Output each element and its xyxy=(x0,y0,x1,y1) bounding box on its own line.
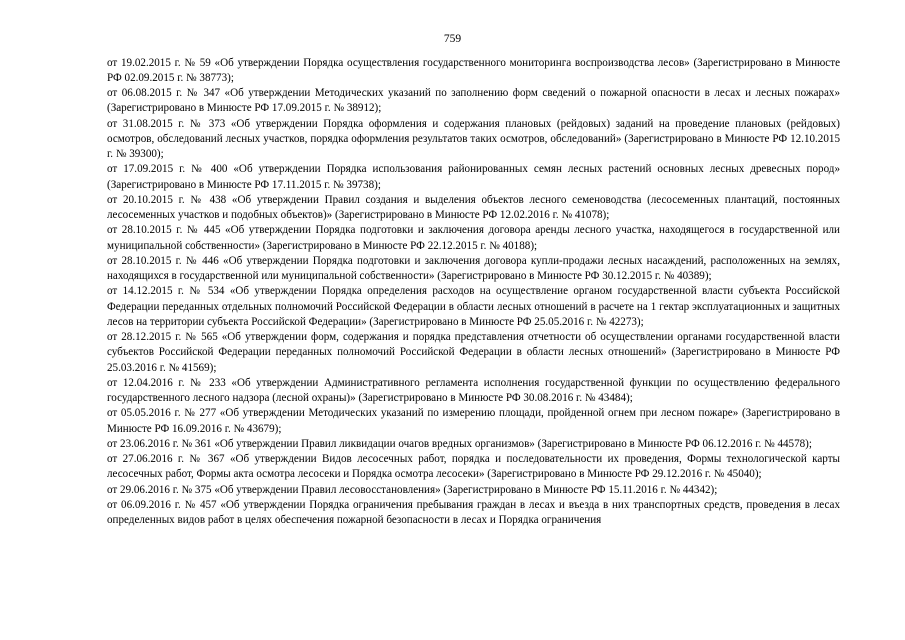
decree-entry: от 28.10.2015 г. № 446 «Об утверждении Порядка подготовки и заключения договора купли-продажи лесных насаждений, расположенных на землях, находящихся в государственной или муниципальной собственности» (Зарегистрировано в Минюсте РФ 30.12.2015 г. № 40389); xyxy=(107,254,840,282)
decree-entry: от 06.08.2015 г. № 347 «Об утверждении Методических указаний по заполнению форм сведений о пожарной опасности в лесах и лесных пожарах» (Зарегистрировано в Минюсте РФ 17.09.2015 г. № 38912); xyxy=(107,87,840,115)
decree-entry: от 31.08.2015 г. № 373 «Об утверждении Порядка оформления и содержания плановых (рейдовых) заданий на проведение плановых (рейдовых) осмотров, обследований лесных участков, порядка оформления результатов таких осмотров, обследований» (Зарегистрировано в Минюсте РФ 12.10.2015 г. № 39300); xyxy=(107,117,840,160)
decree-entry: от 28.12.2015 г. № 565 «Об утверждении форм, содержания и порядка представления отчетности об осуществлении органами государственной власти субъектов Российской Федерации переданных полномочий Российской Федерации в области лесных отношений» (Зарегистрировано в Минюсте РФ 25.03.2016 г. № 41569); xyxy=(107,331,840,374)
decree-list xyxy=(107,56,840,640)
decree-entry: от 28.10.2015 г. № 445 «Об утверждении Порядка подготовки и заключения договора аренды лесного участка, находящегося в государственной или муниципальной собственности» (Зарегистрировано в Минюсте РФ 22.12.2015 г. № 40188); xyxy=(107,224,840,252)
decree-entry: от 17.09.2015 г. № 400 «Об утверждении Порядка использования районированных семян лесных растений основных лесных древесных пород» (Зарегистрировано в Минюсте РФ 17.11.2015 г. № 39738); xyxy=(107,163,840,191)
decree-entry: от 27.06.2016 г. № 367 «Об утверждении Видов лесосечных работ, порядка и последовательности их проведения, Формы технологической карты лесосечных работ, Формы акта осмотра лесосеки и Порядка осмотра лесосеки» (Зарегистрировано в Минюсте РФ 29.12.2016 г. № 45040); xyxy=(107,453,840,481)
decree-entry: от 23.06.2016 г. № 361 «Об утверждении Правил ликвидации очагов вредных организмов» (Зарегистрировано в Минюсте РФ 06.12.2016 г. № 44578); xyxy=(107,437,812,450)
decree-entry: от 19.02.2015 г. № 59 «Об утверждении Порядка осуществления государственного мониторинга воспроизводства лесов» (Зарегистрировано в Минюсте РФ 02.09.2015 г. № 38773); xyxy=(107,56,840,84)
page-number: 759 xyxy=(443,33,462,45)
decree-entry: от 29.06.2016 г. № 375 «Об утверждении Правил лесовосстановления» (Зарегистрировано в Минюсте РФ 15.11.2016 г. № 44342); xyxy=(107,483,718,496)
decree-entry: от 12.04.2016 г. № 233 «Об утверждении Административного регламента исполнения государственной функции по осуществлению федерального государственного лесного надзора (лесной охраны)» (Зарегистрировано в Минюсте РФ 30.08.2016 г. № 43484); xyxy=(107,376,840,404)
decree-entry: от 05.05.2016 г. № 277 «Об утверждении Методических указаний по измерению площади, пройденной огнем при лесном пожаре» (Зарегистрировано в Минюсте РФ 16.09.2016 г. № 43679); xyxy=(107,407,840,435)
decree-entry: от 14.12.2015 г. № 534 «Об утверждении Порядка определения расходов на осуществление органом государственной власти субъекта Российской Федерации переданных отдельных полномочий Российской Федерации в области лесных отношений в расчете на 1 гектар эксплуатационных и защитных лесов на территории субъекта Российской Федерации» (Зарегистрировано в Минюсте РФ 25.05.2016 г. № 42273); xyxy=(107,285,840,328)
decree-entry: от 20.10.2015 г. № 438 «Об утверждении Правил создания и выделения объектов лесного семеноводства (лесосеменных плантаций, постоянных лесосеменных участков и подобных объектов)» (Зарегистрировано в Минюсте РФ 12.02.2016 г. № 41078); xyxy=(107,193,840,221)
decree-entry: от 06.09.2016 г. № 457 «Об утверждении Порядка ограничения пребывания граждан в лесах и въезда в них транспортных средств, проведения в лесах определенных видов работ в целях обеспечения пожарной безопасности в лесах и Порядка ограничения xyxy=(107,498,840,526)
